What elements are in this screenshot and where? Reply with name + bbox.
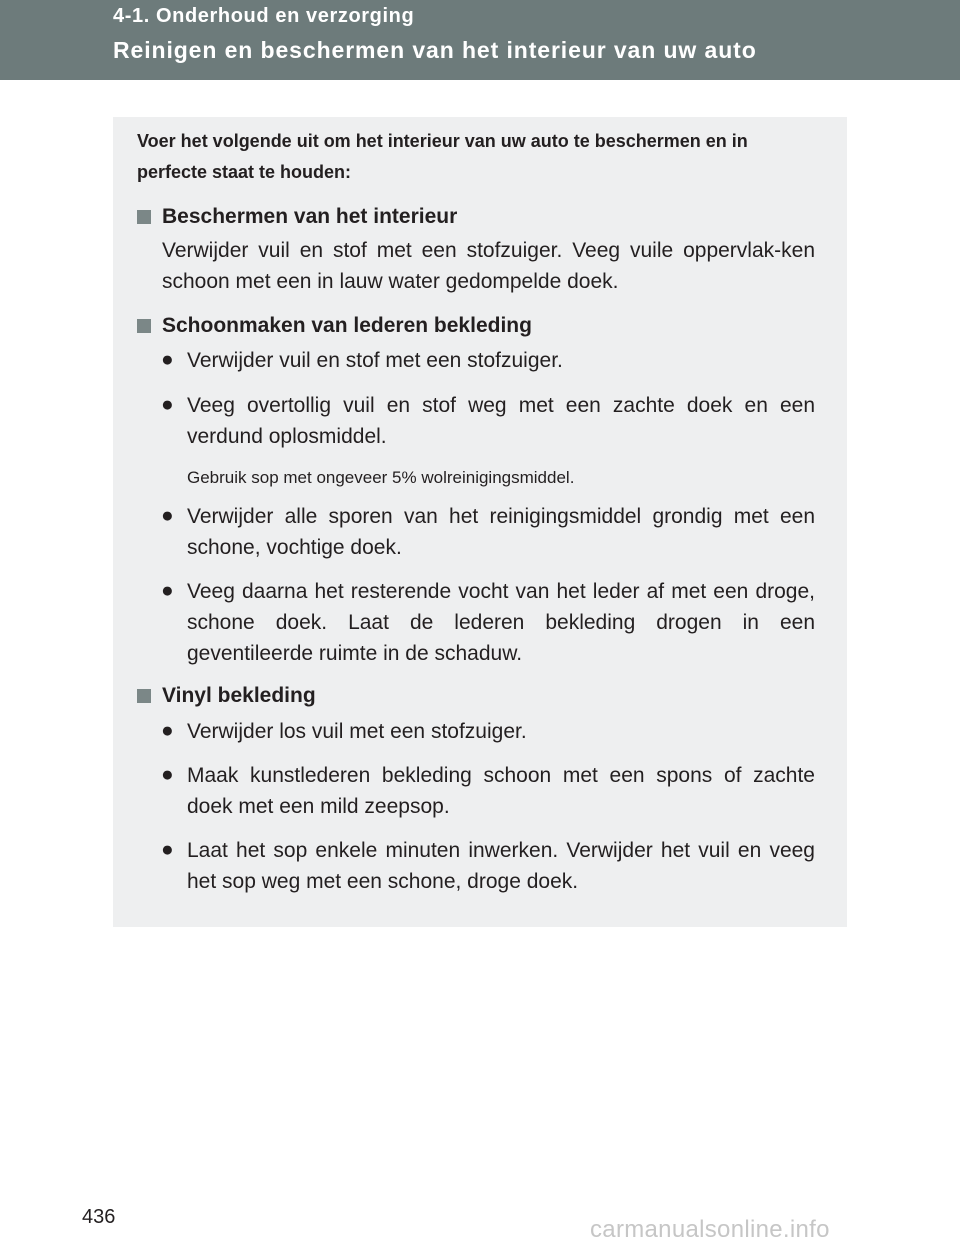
page-number: 436 (82, 1206, 116, 1228)
list-item: Verwijder vuil en stof met een stofzuiger. (187, 349, 563, 372)
list-item: Veeg overtollig vuil en stof weg met een zachte doek en een verdund oplosmiddel. (187, 394, 815, 448)
list-item: Laat het sop enkele minuten inwerken. Verwijder het vuil en veeg het sop weg met een schone, droge doek. (187, 839, 815, 893)
list-item: Veeg daarna het resterende vocht van het leder af met een droge, schone doek. Laat de lederen bekleding drogen in een geventileerde ruimte in de schaduw. (187, 580, 815, 665)
square-bullet-icon (137, 210, 151, 224)
intro-text: Voer het volgende uit om het interieur van uw auto te beschermen en in perfecte staat te houden: (137, 131, 748, 182)
section-label: 4-1. Onderhoud en verzorging (113, 5, 415, 27)
heading-text: Beschermen van het interieur (162, 205, 458, 228)
section-body-protect: Verwijder vuil en stof met een stofzuiger. Veeg vuile oppervlak-ken schoon met een in lauw water gedompelde doek. (162, 239, 815, 293)
bullet-icon: ● (161, 763, 174, 786)
bullet-icon: ● (161, 719, 174, 742)
watermark: carmanualsonline.info (590, 1216, 830, 1243)
bullet-icon: ● (161, 393, 174, 416)
square-bullet-icon (137, 319, 151, 333)
header-band (0, 0, 960, 80)
list-item: Verwijder alle sporen van het reinigingsmiddel grondig met een schone, vochtige doek. (187, 505, 815, 559)
bullet-icon: ● (161, 348, 174, 371)
list-item: Verwijder los vuil met een stofzuiger. (187, 720, 527, 743)
heading-text: Vinyl bekleding (162, 684, 316, 707)
list-item: Maak kunstlederen bekleding schoon met een spons of zachte doek met een mild zeepsop. (187, 764, 815, 818)
section-heading-vinyl (137, 682, 316, 710)
note-text: Gebruik sop met ongeveer 5% wolreinigingsmiddel. (187, 468, 575, 487)
section-heading-leather (137, 312, 532, 340)
square-bullet-icon (137, 689, 151, 703)
section-heading-protect (137, 203, 457, 231)
bullet-icon: ● (161, 504, 174, 527)
heading-text: Schoonmaken van lederen bekleding (162, 314, 532, 337)
bullet-icon: ● (161, 579, 174, 602)
chapter-title: Reinigen en beschermen van het interieur van uw auto (113, 37, 757, 63)
bullet-icon: ● (161, 838, 174, 861)
